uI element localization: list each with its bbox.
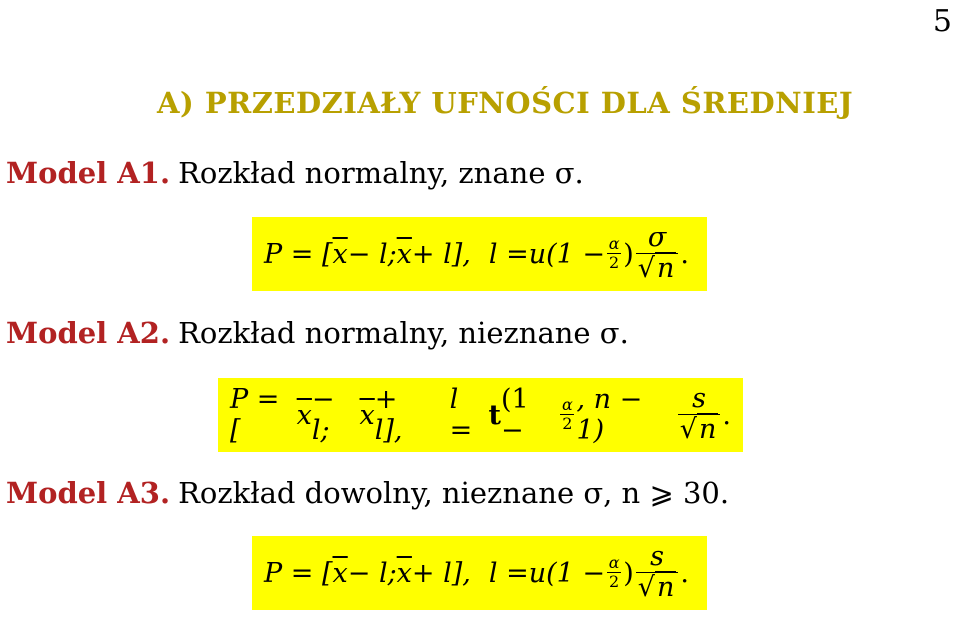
formula-box-a3 [252, 536, 707, 610]
formula-extra: , n − 1) [576, 384, 643, 446]
formula-lhs: P = [ [230, 384, 280, 446]
x-bar: $\overline{x}$ [332, 557, 348, 589]
formula-plus-l: + l], [411, 557, 471, 589]
page-number: 5 [932, 4, 952, 39]
formula-plus-l: + l], [411, 238, 471, 270]
formula-l-eq: l = [449, 384, 473, 446]
model-a1-description: Rozkład normalny, znane σ. [178, 156, 584, 190]
model-a1-name: Model A1. [6, 156, 171, 190]
sqrt-icon: √ [637, 252, 655, 284]
x-bar: $\overline{x}$ [332, 238, 348, 270]
formula-l-eq: l = [488, 238, 529, 270]
formula-lhs: P = [ [264, 557, 333, 589]
formula-func: u(1 − [528, 557, 606, 589]
model-a2-heading [6, 316, 629, 350]
alpha-half-fraction: $\frac{\alpha}{2}$ [608, 553, 620, 592]
formula-func-open: (1 − [500, 384, 529, 446]
x-bar: $\overline{x}$ [396, 557, 412, 589]
sigma-over-sqrt-n-fraction: $\frac{\sigma}{√n}$ [636, 224, 679, 283]
model-a2-name: Model A2. [6, 316, 171, 350]
formula-close: ) [623, 238, 634, 270]
formula-end: . [722, 399, 731, 431]
model-a3-heading [6, 476, 729, 510]
formula-end: . [680, 238, 689, 270]
formula-func-t: t [488, 399, 501, 431]
s-over-sqrt-n-fraction: $\frac{s}{√n}$ [636, 543, 679, 602]
x-bar: $\overline{x}$ [296, 399, 312, 431]
formula-minus-l: − l; [347, 238, 397, 270]
formula-box-a1 [252, 217, 707, 291]
formula-plus-l: + l], [374, 384, 403, 446]
model-a2-description: Rozkład normalny, nieznane σ. [178, 316, 629, 350]
model-a3-name: Model A3. [6, 476, 171, 510]
alpha-half-fraction: $\frac{\alpha}{2}$ [561, 395, 573, 434]
formula-lhs: P = [ [264, 238, 333, 270]
model-a3-description: Rozkład dowolny, nieznane σ, n ⩾ 30. [178, 476, 730, 510]
formula-l-eq: l = [488, 557, 529, 589]
formula-close: ) [623, 557, 634, 589]
s-over-sqrt-n-fraction: $\frac{s}{√n}$ [678, 385, 721, 444]
section-title: A) PRZEDZIAŁY UFNOŚCI DLA ŚREDNIEJ [157, 86, 854, 120]
model-a1-heading [6, 156, 584, 190]
sqrt-icon: √ [679, 413, 698, 445]
x-bar: $\overline{x}$ [359, 399, 375, 431]
formula-func: u(1 − [528, 238, 606, 270]
x-bar: $\overline{x}$ [396, 238, 412, 270]
formula-minus-l: − l; [347, 557, 397, 589]
formula-box-a2 [218, 378, 743, 452]
formula-minus-l: − l; [311, 384, 335, 446]
sqrt-icon: √ [637, 571, 655, 603]
formula-end: . [680, 557, 689, 589]
alpha-half-fraction: $\frac{\alpha}{2}$ [608, 234, 620, 273]
